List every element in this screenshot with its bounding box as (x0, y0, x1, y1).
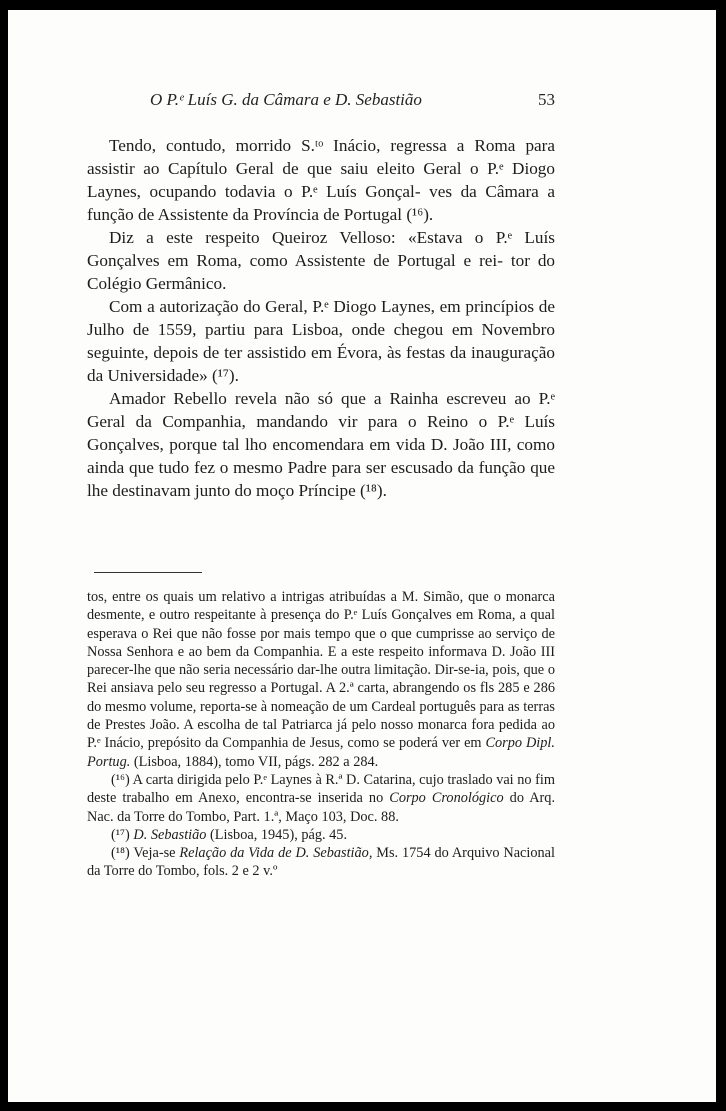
main-text (87, 134, 555, 502)
footnote-divider (94, 572, 202, 573)
text-line: Gonçalves em Roma, como Assistente de Portugal e rei- (87, 251, 503, 270)
text-line: Évora, às festas da inauguração da Universidade» (¹⁷). (87, 343, 555, 385)
text-line: vida D. João III, como ainda que tudo fez o mesmo Padre (87, 435, 555, 477)
text-line: Tendo, contudo, morrido S.ᵗᵒ Inácio, regressa a Roma (109, 136, 516, 155)
footnote-continuation: tos, entre os quais um relativo a intrigas atribuídas a M. Simão, que o monarca desmente, e outro respeitante à presença do P.ᵉ Luís Gonçalves em Roma, a qual esperava o Rei que não fosse por mais tempo que o que cumprisse ao serviço de Nossa Senhora e ao bem da Companhia. E a este respeito informava D. João III parecer-lhe que não seria necessário dar-lhe outra limitação. Dir-se-ia, pois, que o Rei ansiava pelo seu regresso a Portugal. A 2.ª carta, abrangendo os fls 285 e 286 do mesmo volume, reporta-se à nomeação de um Cardeal português para as terras de Prestes João. A escolha de tal Patriarca já pelo nosso monarca fora pedida ao P.ᵉ Inácio, prepósito da Companhia de Jesus, como se poderá ver em Corpo Dipl. Portug. (Lisboa, 1884), tomo VII, págs. 282 a 284. (87, 589, 555, 770)
page-number: 53 (538, 90, 555, 109)
text-line: chegou em Novembro seguinte, depois de ter assistido em (87, 320, 555, 362)
text-line: o P.ᵉ Diogo Laynes, ocupando todavia o P.ᵉ Luís Gonçal- (87, 159, 555, 201)
paragraph (87, 387, 555, 502)
page-header (150, 90, 555, 120)
footnote-18: (¹⁸) Veja-se Relação da Vida de D. Sebastião, Ms. 1754 do Arquivo Nacional da Torre do Tombo, fols. 2 e 2 v.º (87, 845, 555, 880)
text-line: Diz a este respeito Queiroz Velloso: «Estava o P.ᵉ Luís (109, 228, 555, 247)
text-line: ves da Câmara a função de Assistente da Província de (87, 182, 555, 224)
text-line: ao P.ᵉ Geral da Companhia, mandando vir para o Reino (87, 389, 555, 431)
text-line: do moço Príncipe (¹⁸). (234, 481, 387, 500)
footnote-16: (¹⁶) A carta dirigida pelo P.ᵉ Laynes à R.ª D. Catarina, cujo traslado vai no fim deste trabalho em Anexo, encontra-se inserida no Corpo Cronológico do Arq. Nac. da Torre do Tombo, Part. 1.ª, Maço 103, Doc. 88. (87, 771, 556, 825)
paragraph (87, 134, 555, 226)
footnote-number: (¹⁷) (111, 826, 130, 843)
footnotes (87, 588, 555, 881)
footnote-number: (¹⁶) (111, 771, 130, 788)
text-line: tor do Colégio Germânico. (87, 251, 556, 293)
citation-title: D. Sebastião (133, 826, 207, 843)
book-page (8, 10, 716, 1102)
citation-title: Corpo Cronológico (389, 790, 504, 807)
text-line: princípios de Julho de 1559, partiu para Lisboa, onde (87, 297, 555, 339)
paragraph (87, 295, 555, 387)
citation-title: Corpo Dipl. Portug. (87, 735, 555, 770)
footnote-number: (¹⁸) (111, 845, 130, 862)
text-line: para assistir ao Capítulo Geral de que saiu eleito Geral (87, 136, 556, 178)
text-line: Amador Rebello revela não só que a Rainha escreveu (109, 389, 507, 408)
text-line: para ser escusado da função que lhe destinavam junto (87, 458, 556, 500)
footnote-17: (¹⁷) D. Sebastião (Lisboa, 1945), pág. 45. (111, 826, 348, 843)
running-title: O P.ᵉ Luís G. da Câmara e D. Sebastião (150, 90, 422, 109)
citation-title: Relação da Vida de D. Sebastião, (179, 845, 373, 862)
text-line: Com a autorização do Geral, P.ᵉ Diogo Laynes, em (109, 297, 461, 316)
paragraph (87, 226, 555, 295)
text-line: o P.ᵉ Luís Gonçalves, porque tal lho encomendara em (87, 412, 555, 454)
text-line: Portugal (¹⁶). (343, 205, 434, 224)
